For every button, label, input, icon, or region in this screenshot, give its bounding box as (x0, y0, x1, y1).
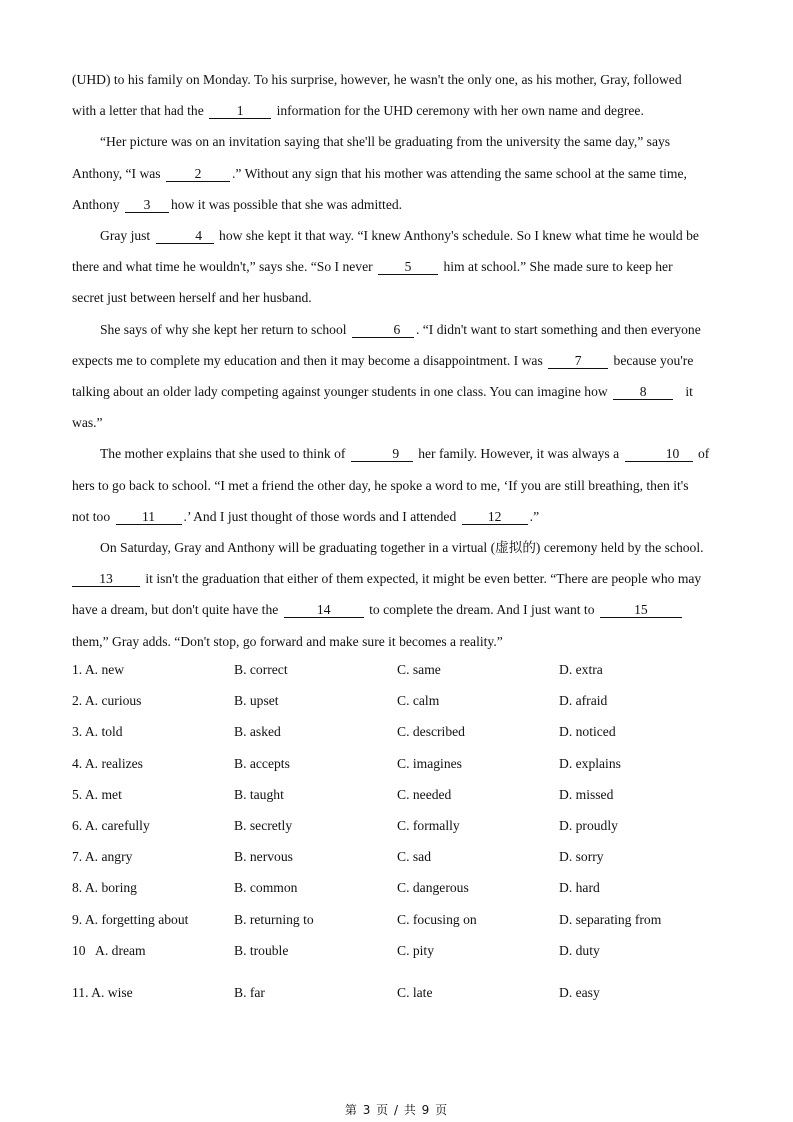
option-c[interactable]: C. formally (397, 817, 460, 833)
option-row (72, 654, 722, 685)
text: it (685, 384, 693, 400)
option-c[interactable]: C. calm (397, 693, 440, 709)
option-d[interactable]: D. hard (559, 880, 600, 896)
text: not too (72, 508, 111, 524)
option-c[interactable]: C. described (397, 724, 465, 740)
text: Anthony (72, 196, 120, 212)
option-a[interactable]: 9. A. forgetting about (72, 911, 189, 927)
text: him at school.” She made sure to keep her (443, 259, 673, 275)
option-d[interactable]: D. sorry (559, 849, 604, 865)
blank-5[interactable]: 5 (378, 260, 438, 275)
text: Anthony, “I was (72, 165, 161, 181)
option-row (72, 685, 722, 716)
blank-1[interactable]: 1 (209, 104, 271, 119)
option-row (72, 872, 722, 903)
option-d[interactable]: D. afraid (559, 693, 608, 709)
paragraph-3 (72, 220, 722, 314)
blank-9[interactable]: 9 (351, 447, 413, 462)
text: She says of why she kept her return to school (100, 321, 347, 337)
option-row (72, 977, 722, 1008)
blank-12[interactable]: 12 (462, 510, 528, 525)
option-c[interactable]: C. dangerous (397, 880, 469, 896)
option-c[interactable]: C. pity (397, 942, 435, 958)
option-b[interactable]: B. far (234, 984, 265, 1000)
option-d[interactable]: D. noticed (559, 724, 616, 740)
option-c[interactable]: C. focusing on (397, 911, 477, 927)
text: talking about an older lady competing against younger students in one class. You can imagine how (72, 384, 608, 400)
option-d[interactable]: D. separating from (559, 911, 662, 927)
option-a[interactable]: 10 A. dream (72, 942, 146, 958)
option-a[interactable]: 2. A. curious (72, 693, 142, 709)
text: “Her picture was on an invitation saying that she'll be graduating from the university the same day,” says (100, 134, 671, 150)
passage (72, 64, 722, 657)
paragraph-6 (72, 532, 722, 657)
text: secret just between herself and her husband. (72, 290, 312, 306)
option-row (72, 779, 722, 810)
option-d[interactable]: D. proudly (559, 817, 618, 833)
text: expects me to complete my education and then it may become a disappointment. I was (72, 352, 543, 368)
option-d[interactable]: D. duty (559, 942, 600, 958)
option-c[interactable]: C. sad (397, 849, 431, 865)
option-c[interactable]: C. needed (397, 786, 452, 802)
option-c[interactable]: C. same (397, 662, 441, 677)
text: how she kept it that way. “I knew Anthony's schedule. So I knew what time he would be (219, 228, 699, 244)
blank-15[interactable]: 15 (600, 603, 682, 618)
option-c[interactable]: C. late (397, 984, 433, 1000)
blank-6[interactable]: 6 (352, 323, 414, 338)
text: . “I didn't want to start something and then everyone (415, 321, 701, 337)
option-b[interactable]: B. trouble (234, 942, 289, 958)
option-c[interactable]: C. imagines (397, 755, 462, 771)
text: On Saturday, Gray and Anthony will be graduating together in a virtual (虚拟的) ceremony held by the school. (100, 540, 704, 556)
text: there and what time he wouldn't,” says she. “So I never (72, 259, 373, 275)
page-footer: 第 3 页 / 共 9 页 (344, 1103, 449, 1117)
option-a[interactable]: 8. A. boring (72, 880, 137, 896)
option-b[interactable]: B. upset (234, 693, 279, 709)
option-row (72, 841, 722, 872)
text: it isn't the graduation that either of them expected, it might be even better. “There are people who may (145, 571, 702, 587)
option-a[interactable]: 5. A. met (72, 786, 122, 802)
text: .” (529, 508, 540, 524)
text: hers to go back to school. “I met a friend the other day, he spoke a word to me, ‘If you are still breathing, then it's (72, 477, 689, 493)
blank-3[interactable]: 3 (125, 198, 169, 213)
text: her family. However, it was always a (418, 446, 620, 462)
option-a[interactable]: 6. A. carefully (72, 817, 150, 833)
option-a[interactable]: 1. A. new (72, 662, 125, 677)
option-row (72, 810, 722, 841)
option-b[interactable]: B. secretly (234, 817, 293, 833)
text: them,” Gray adds. “Don't stop, go forward and make sure it becomes a reality.” (72, 633, 503, 649)
option-a[interactable]: 11. A. wise (72, 984, 133, 1000)
text: information for the UHD ceremony with her own name and degree. (276, 103, 644, 119)
option-b[interactable]: B. taught (234, 786, 284, 802)
option-d[interactable]: D. extra (559, 662, 603, 677)
option-row (72, 716, 722, 747)
text: Gray just (100, 228, 151, 244)
option-a[interactable]: 4. A. realizes (72, 755, 143, 771)
text: was.” (72, 415, 103, 431)
option-b[interactable]: B. correct (234, 662, 288, 677)
text: how it was possible that she was admitted. (170, 196, 403, 212)
option-row (72, 935, 722, 977)
option-b[interactable]: B. nervous (234, 849, 293, 865)
option-a[interactable]: 7. A. angry (72, 849, 133, 865)
blank-2[interactable]: 2 (166, 167, 230, 182)
blank-4[interactable]: 4 (156, 229, 214, 244)
option-b[interactable]: B. returning to (234, 911, 314, 927)
option-a[interactable]: 3. A. told (72, 724, 123, 740)
text: .’ And I just thought of those words and I attended (183, 508, 457, 524)
option-d[interactable]: D. explains (559, 755, 621, 771)
blank-11[interactable]: 11 (116, 510, 182, 525)
option-b[interactable]: B. asked (234, 724, 281, 740)
paragraph-2 (72, 126, 722, 220)
blank-7[interactable]: 7 (548, 354, 608, 369)
paragraph-1 (72, 64, 722, 126)
option-b[interactable]: B. common (234, 880, 298, 896)
blank-8[interactable]: 8 (613, 385, 673, 400)
text: to complete the dream. And I just want to (369, 602, 595, 618)
text: (UHD) to his family on Monday. To his surprise, however, he wasn't the only one, as his mother, Gray, followed (72, 72, 682, 87)
answer-options (72, 654, 722, 1008)
blank-13[interactable]: 13 (72, 572, 140, 587)
option-d[interactable]: D. missed (559, 786, 614, 802)
blank-10[interactable]: 10 (625, 447, 693, 462)
option-row (72, 748, 722, 779)
text: of (697, 446, 710, 462)
text: have a dream, but don't quite have the (72, 602, 279, 618)
paragraph-5 (72, 438, 722, 532)
text: with a letter that had the (72, 103, 204, 119)
text: The mother explains that she used to think of (100, 446, 346, 462)
paragraph-4 (72, 314, 722, 439)
text: because you're (613, 352, 694, 368)
option-b[interactable]: B. accepts (234, 755, 290, 771)
option-d[interactable]: D. easy (559, 984, 600, 1000)
text: .” Without any sign that his mother was attending the same school at the same time, (232, 165, 687, 181)
option-row (72, 904, 722, 935)
blank-14[interactable]: 14 (284, 603, 364, 618)
